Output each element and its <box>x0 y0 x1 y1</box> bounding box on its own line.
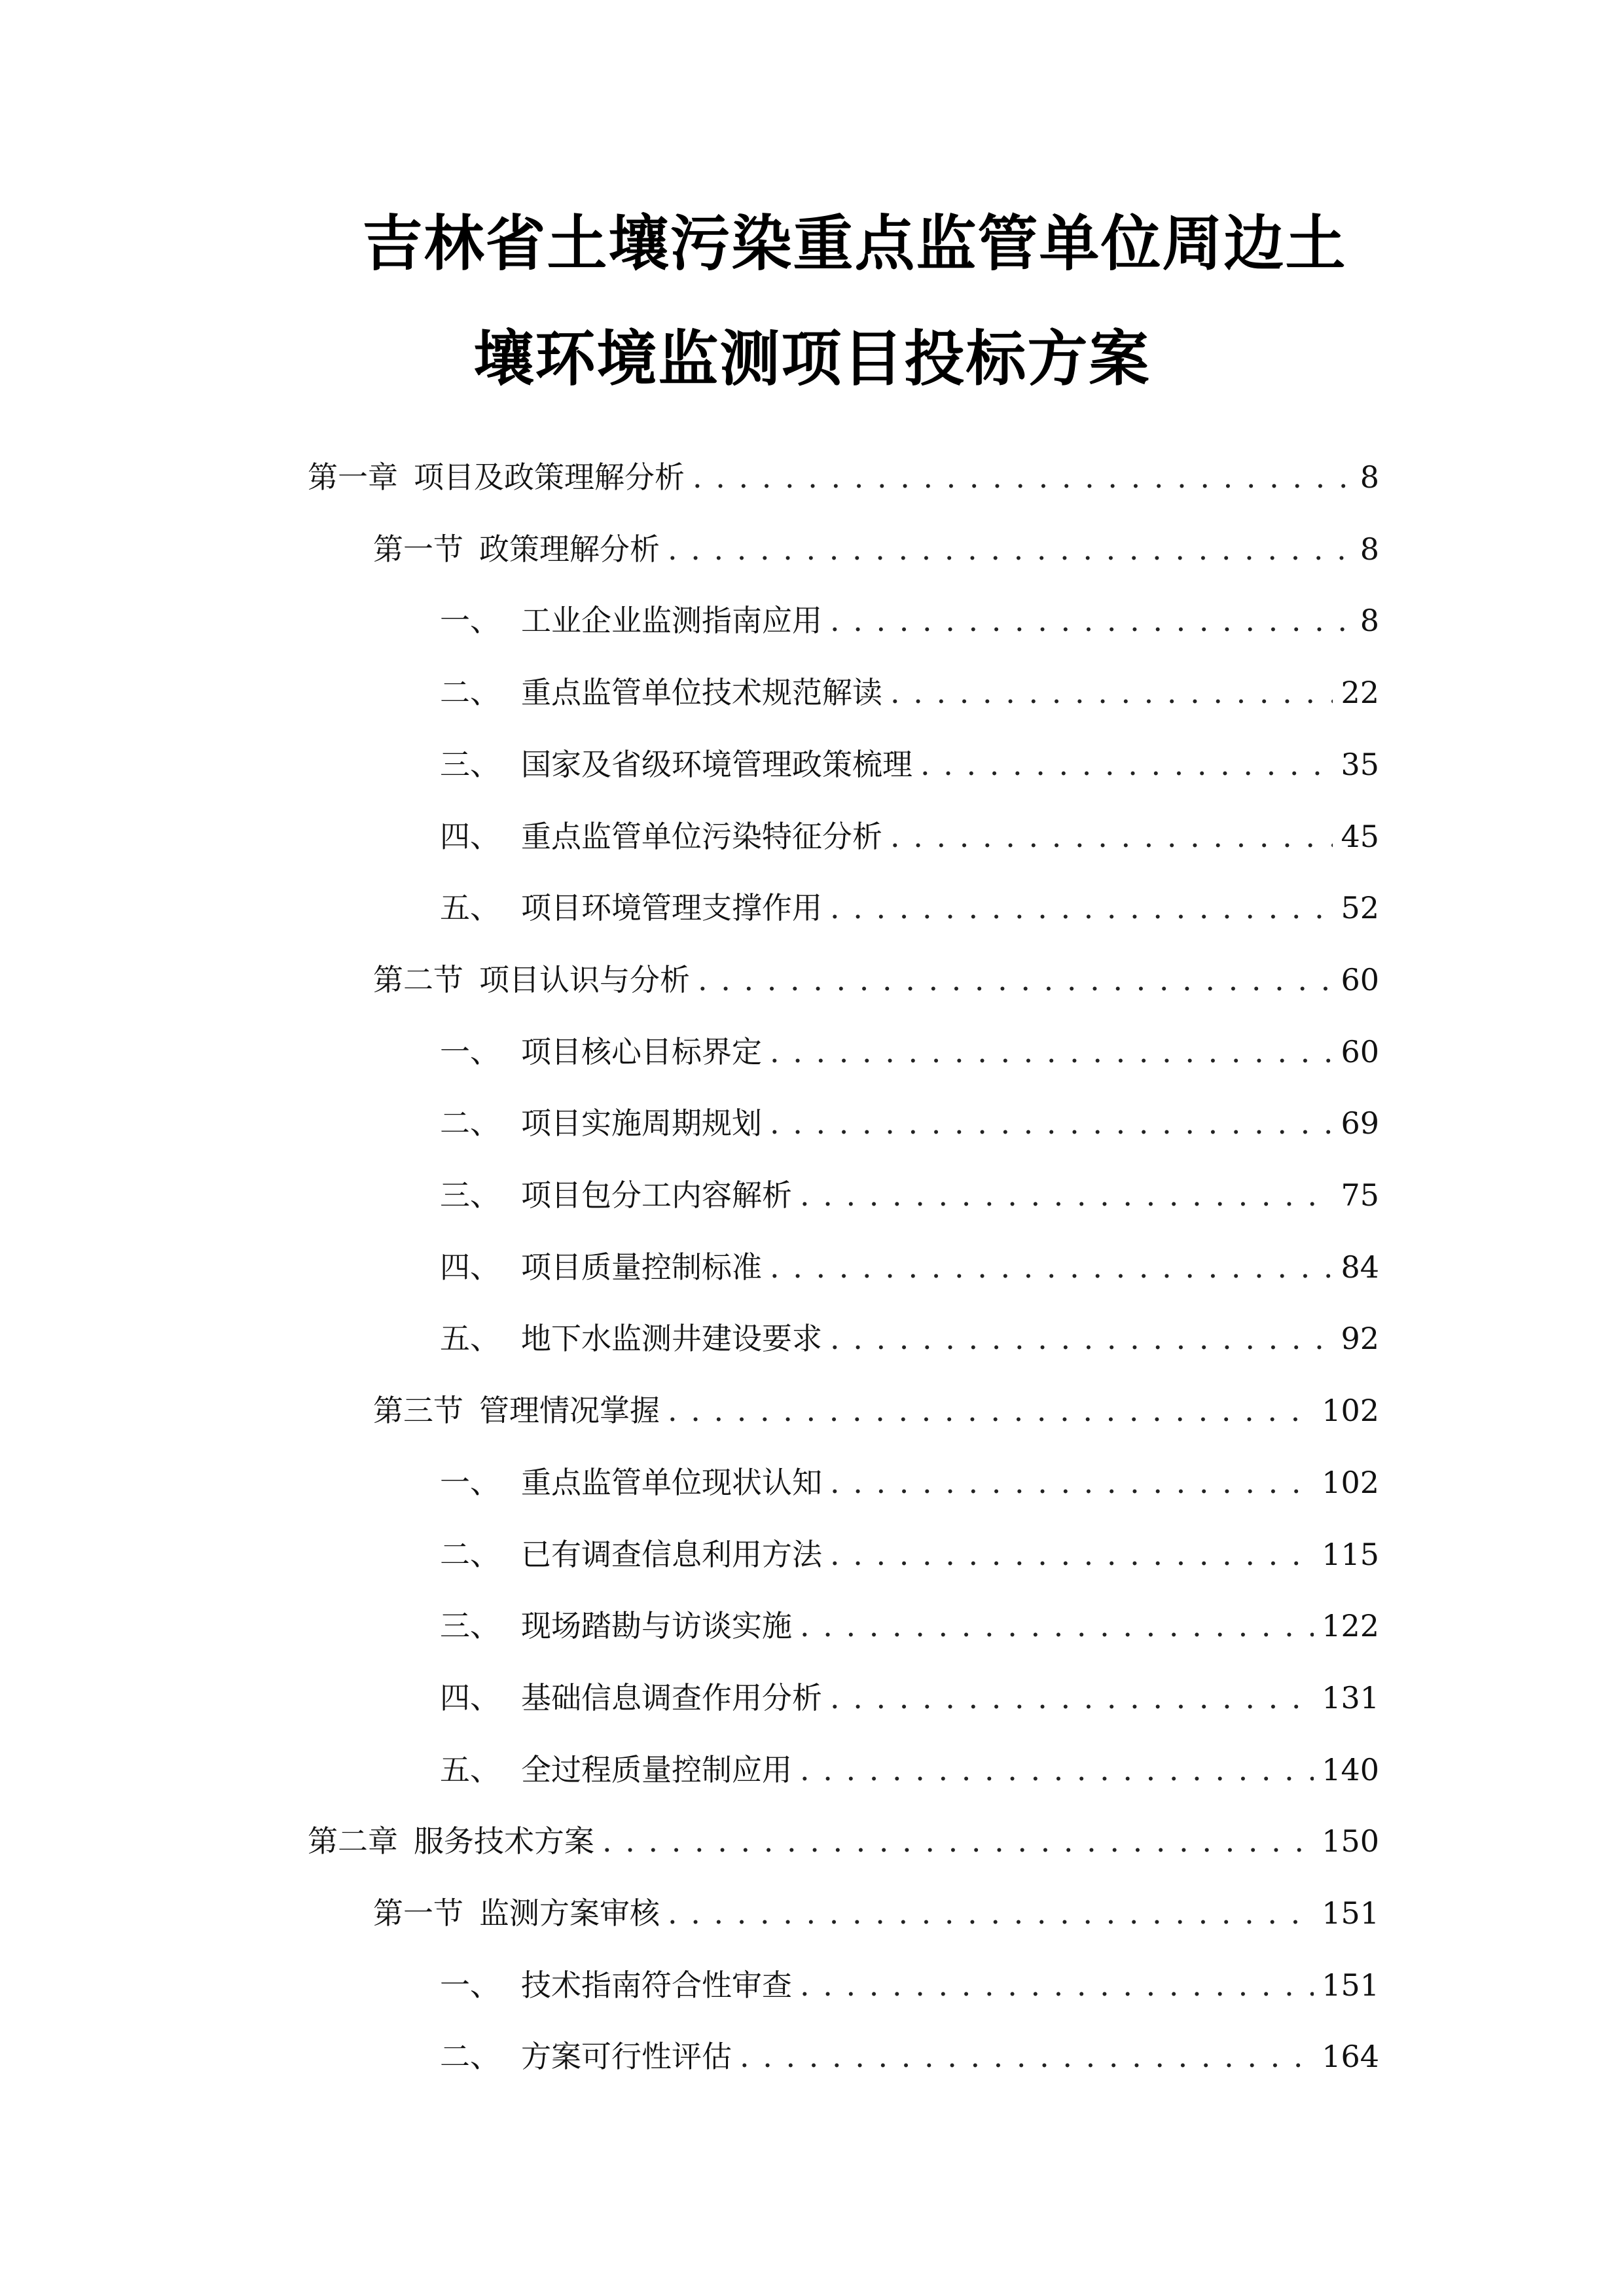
document-title-line-2: 壤环境监测项目投标方案 <box>473 324 1151 394</box>
toc-entry[interactable] <box>308 446 1379 495</box>
toc-entry-page-number: 151 <box>1322 1967 1379 2003</box>
toc-entry-title: 重点监管单位污染特征分析 <box>521 819 882 854</box>
toc-entry-page-number: 122 <box>1322 1608 1379 1643</box>
toc-dot-leader <box>800 1755 1314 1785</box>
toc-entry[interactable] <box>440 1954 1379 2003</box>
toc-entry-number: 五、 <box>440 1752 500 1787</box>
toc-entry-page-number: 164 <box>1322 2039 1379 2074</box>
toc-entry[interactable] <box>440 877 1379 923</box>
toc-entry[interactable] <box>440 1092 1379 1141</box>
toc-entry[interactable] <box>440 734 1379 780</box>
toc-entry-number: 五、 <box>440 1321 500 1356</box>
toc-entry-title: 技术指南符合性审查 <box>521 1967 792 2003</box>
toc-dot-leader <box>800 1970 1314 2000</box>
toc-entry-title: 项目认识与分析 <box>479 962 690 997</box>
toc-dot-leader <box>770 1108 1333 1138</box>
toc-entry-page-number: 8 <box>1360 603 1379 638</box>
toc-entry-title: 政策理解分析 <box>479 531 660 567</box>
toc-entry[interactable] <box>373 518 1379 567</box>
toc-entry-title: 监测方案审核 <box>479 1895 660 1931</box>
toc-entry-page-number: 150 <box>1322 1823 1379 1859</box>
toc-dot-leader <box>800 1611 1314 1641</box>
toc-entry-title: 重点监管单位现状认知 <box>521 1465 822 1500</box>
toc-entry[interactable] <box>440 1667 1379 1713</box>
toc-dot-leader <box>830 893 1333 923</box>
toc-entry-page-number: 60 <box>1341 962 1379 997</box>
toc-entry[interactable] <box>373 949 1379 995</box>
toc-entry-title: 项目及政策理解分析 <box>414 459 685 495</box>
toc-entry-number: 第二章 <box>308 1823 398 1859</box>
toc-entry-page-number: 102 <box>1322 1393 1379 1428</box>
toc-entry[interactable] <box>373 1380 1379 1426</box>
toc-entry-title: 重点监管单位技术规范解读 <box>521 675 882 710</box>
toc-dot-leader <box>830 1323 1333 1354</box>
toc-dot-leader <box>920 749 1333 780</box>
toc-entry-page-number: 92 <box>1341 1321 1379 1356</box>
toc-entry-page-number: 84 <box>1341 1249 1379 1285</box>
toc-entry-page-number: 131 <box>1322 1680 1379 1715</box>
toc-entry[interactable] <box>373 1882 1379 1931</box>
toc-entry[interactable] <box>440 1308 1379 1354</box>
toc-entry-page-number: 75 <box>1341 1177 1379 1213</box>
toc-entry-number: 一、 <box>440 1034 500 1069</box>
toc-dot-leader <box>890 821 1333 852</box>
toc-entry-page-number: 60 <box>1341 1034 1379 1069</box>
toc-entry[interactable] <box>440 806 1379 852</box>
toc-dot-leader <box>668 1898 1314 1928</box>
toc-entry-page-number: 115 <box>1322 1537 1379 1572</box>
toc-entry-title: 项目环境管理支撑作用 <box>521 890 822 925</box>
toc-entry[interactable] <box>440 1524 1379 1570</box>
toc-entry-number: 一、 <box>440 1967 500 2003</box>
toc-entry-number: 第一节 <box>373 531 463 567</box>
document-title-line-1: 吉林省土壤污染重点监管单位周边土 <box>362 209 1347 279</box>
toc-entry-title: 项目包分工内容解析 <box>521 1177 792 1213</box>
toc-dot-leader <box>890 677 1333 708</box>
toc-entry-page-number: 8 <box>1360 531 1379 567</box>
toc-entry-page-number: 69 <box>1341 1105 1379 1141</box>
toc-entry-number: 三、 <box>440 1608 500 1643</box>
toc-dot-leader <box>668 1395 1314 1426</box>
toc-entry-number: 四、 <box>440 1680 500 1715</box>
toc-entry-title: 工业企业监测指南应用 <box>521 603 822 638</box>
toc-entry-page-number: 22 <box>1341 675 1379 710</box>
toc-entry[interactable] <box>440 1021 1379 1067</box>
toc-dot-leader <box>830 1683 1314 1713</box>
toc-entry-page-number: 35 <box>1341 747 1379 782</box>
toc-entry-title: 国家及省级环境管理政策梳理 <box>521 747 912 782</box>
toc-entry-number: 四、 <box>440 819 500 854</box>
toc-entry-number: 二、 <box>440 675 500 710</box>
toc-dot-leader <box>830 1467 1314 1498</box>
toc-entry-number: 二、 <box>440 2039 500 2074</box>
toc-entry-number: 一、 <box>440 603 500 638</box>
toc-entry-number: 三、 <box>440 747 500 782</box>
toc-entry-page-number: 52 <box>1341 890 1379 925</box>
toc-entry-title: 地下水监测井建设要求 <box>521 1321 822 1356</box>
toc-entry-number: 第一章 <box>308 459 398 495</box>
toc-entry-title: 现场踏勘与访谈实施 <box>521 1608 792 1643</box>
toc-entry-title: 管理情况掌握 <box>479 1393 660 1428</box>
toc-dot-leader <box>740 2041 1314 2072</box>
toc-entry[interactable] <box>440 662 1379 708</box>
toc-entry-title: 项目实施周期规划 <box>521 1105 762 1141</box>
toc-entry-title: 服务技术方案 <box>414 1823 594 1859</box>
toc-entry[interactable] <box>440 1452 1379 1498</box>
toc-entry[interactable] <box>308 1810 1379 1859</box>
toc-entry-title: 项目核心目标界定 <box>521 1034 762 1069</box>
toc-entry-title: 项目质量控制标准 <box>521 1249 762 1285</box>
toc-entry-number: 三、 <box>440 1177 500 1213</box>
toc-entry-number: 二、 <box>440 1537 500 1572</box>
toc-entry-title: 基础信息调查作用分析 <box>521 1680 822 1715</box>
toc-entry-number: 二、 <box>440 1105 500 1141</box>
toc-dot-leader <box>830 1539 1314 1570</box>
toc-entry[interactable] <box>440 1236 1379 1285</box>
toc-dot-leader <box>770 1037 1333 1067</box>
toc-entry-number: 四、 <box>440 1249 500 1285</box>
toc-entry-number: 五、 <box>440 890 500 925</box>
toc-entry-title: 已有调查信息利用方法 <box>521 1537 822 1572</box>
toc-entry-page-number: 140 <box>1322 1752 1379 1787</box>
toc-entry[interactable] <box>440 1739 1379 1785</box>
toc-entry-number: 第三节 <box>373 1393 463 1428</box>
toc-dot-leader <box>668 534 1352 564</box>
toc-dot-leader <box>770 1252 1333 1282</box>
toc-entry-number: 一、 <box>440 1465 500 1500</box>
toc-entry-page-number: 45 <box>1341 819 1379 854</box>
toc-entry-page-number: 8 <box>1360 459 1379 495</box>
toc-entry-page-number: 102 <box>1322 1465 1379 1500</box>
toc-dot-leader <box>602 1826 1314 1856</box>
toc-entry[interactable] <box>440 590 1379 636</box>
toc-entry-page-number: 151 <box>1322 1895 1379 1931</box>
toc-entry-title: 全过程质量控制应用 <box>521 1752 792 1787</box>
toc-entry-number: 第二节 <box>373 962 463 997</box>
toc-dot-leader <box>698 965 1333 995</box>
toc-entry[interactable] <box>440 2026 1379 2072</box>
toc-dot-leader <box>830 605 1352 636</box>
toc-entry[interactable] <box>440 1164 1379 1213</box>
toc-entry-title: 方案可行性评估 <box>521 2039 732 2074</box>
toc-dot-leader <box>800 1180 1333 1210</box>
toc-dot-leader <box>693 462 1352 492</box>
toc-entry-number: 第一节 <box>373 1895 463 1931</box>
toc-entry[interactable] <box>440 1595 1379 1641</box>
